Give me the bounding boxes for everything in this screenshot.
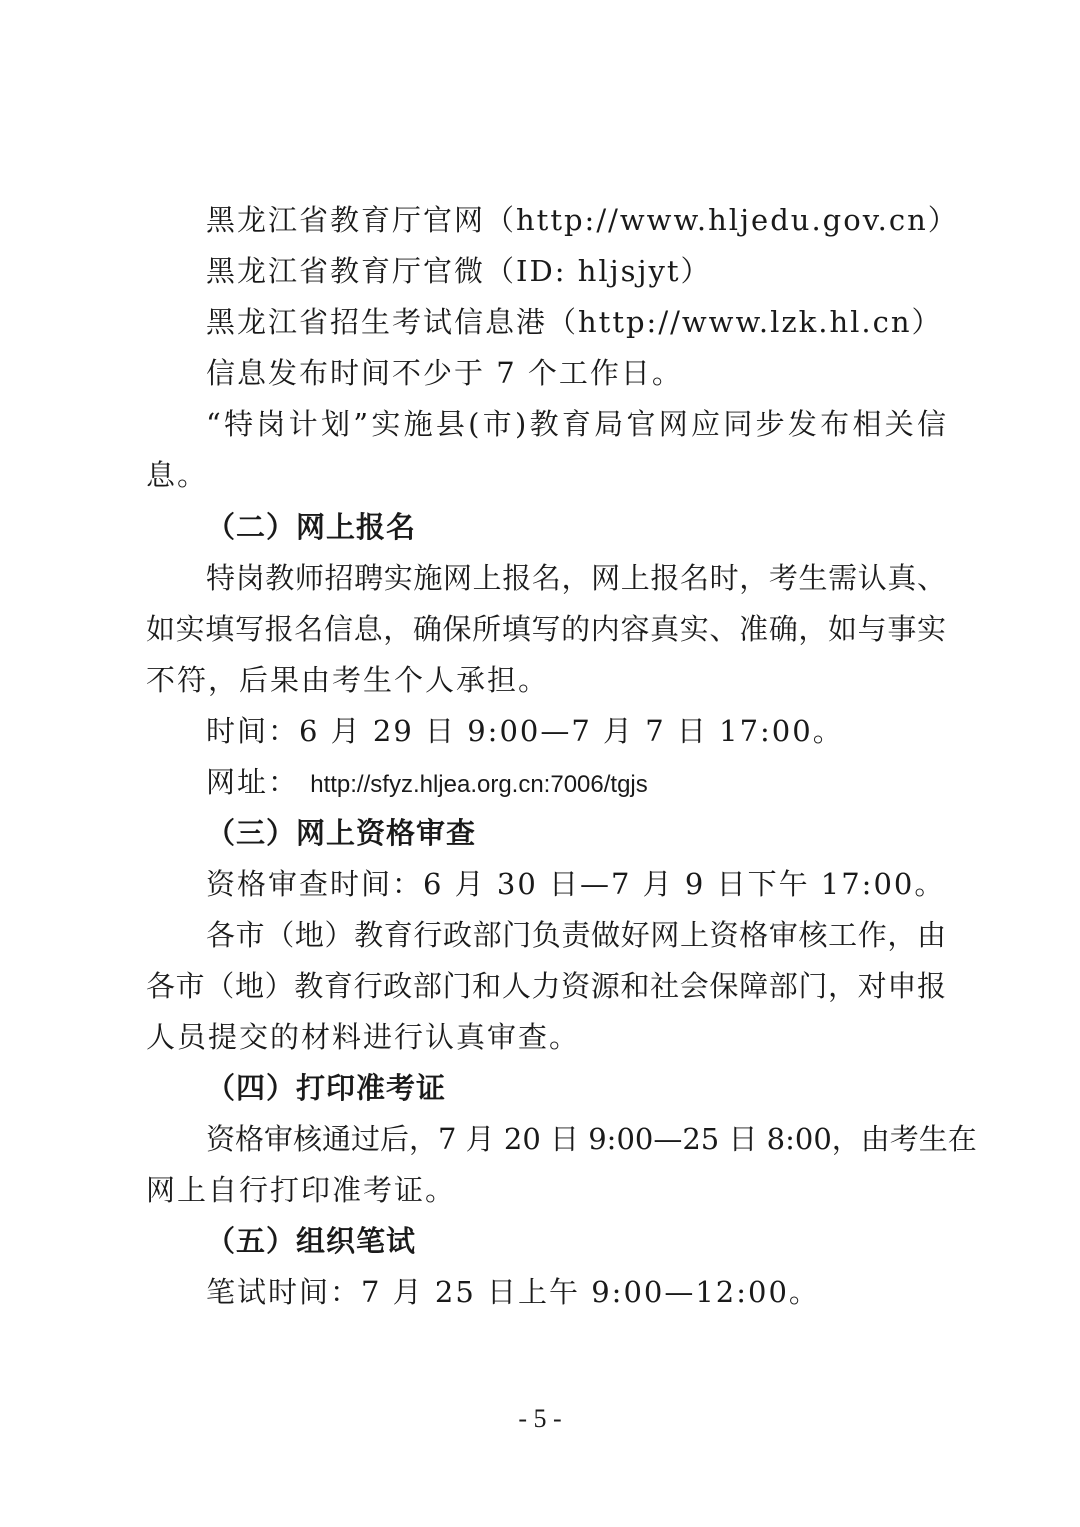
registration-paragraph-line-3: 不符，后果由考生个人承担。 [146, 663, 550, 697]
website-line-exam-info: 黑龙江省招生考试信息港（http://www.lzk.hl.cn） [206, 305, 943, 339]
website-line-edu-dept: 黑龙江省教育厅官网（http://www.hljedu.gov.cn） [206, 203, 959, 237]
section-heading-print-admission: （四）打印准考证 [206, 1071, 447, 1105]
wechat-line-edu-dept: 黑龙江省教育厅官微（ID: hljsjyt） [206, 254, 712, 288]
review-paragraph-line-3: 人员提交的材料进行认真审查。 [146, 1020, 581, 1054]
sync-publish-line: “特岗计划”实施县(市)教育局官网应同步发布相关信 [206, 407, 946, 441]
publish-duration-line: 信息发布时间不少于 7 个工作日。 [206, 356, 683, 390]
section-heading-qualification-review: （三）网上资格审查 [206, 816, 477, 850]
registration-paragraph-line-1: 特岗教师招聘实施网上报名，网上报名时，考生需认真、 [206, 561, 946, 595]
review-paragraph-line-1: 各市（地）教育行政部门负责做好网上资格审核工作，由 [206, 918, 946, 952]
review-time: 资格审查时间：6 月 30 日—7 月 9 日下午 17:00。 [206, 867, 946, 901]
admission-paragraph-line-1: 资格审核通过后，7 月 20 日 9:00—25 日 8:00，由考生在 [206, 1122, 977, 1156]
review-paragraph-line-2: 各市（地）教育行政部门和人力资源和社会保障部门，对申报 [146, 969, 946, 1003]
registration-paragraph-line-2: 如实填写报名信息，确保所填写的内容真实、准确，如与事实 [146, 612, 946, 646]
registration-time: 时间：6 月 29 日 9:00—7 月 7 日 17:00。 [206, 714, 844, 748]
registration-url-label: 网址： [206, 765, 300, 799]
exam-time: 笔试时间：7 月 25 日上午 9:00—12:00。 [206, 1275, 820, 1309]
section-heading-online-registration: （二）网上报名 [206, 510, 417, 544]
sync-publish-line-cont: 息。 [146, 458, 209, 492]
registration-url-line [206, 762, 946, 802]
admission-paragraph-line-2: 网上自行打印准考证。 [146, 1173, 457, 1207]
page-number: - 5 - [518, 1404, 562, 1433]
registration-url-link[interactable]: http://sfyz.hljea.org.cn:7006/tgjs [310, 771, 648, 798]
section-heading-written-exam: （五）组织笔试 [206, 1224, 417, 1258]
